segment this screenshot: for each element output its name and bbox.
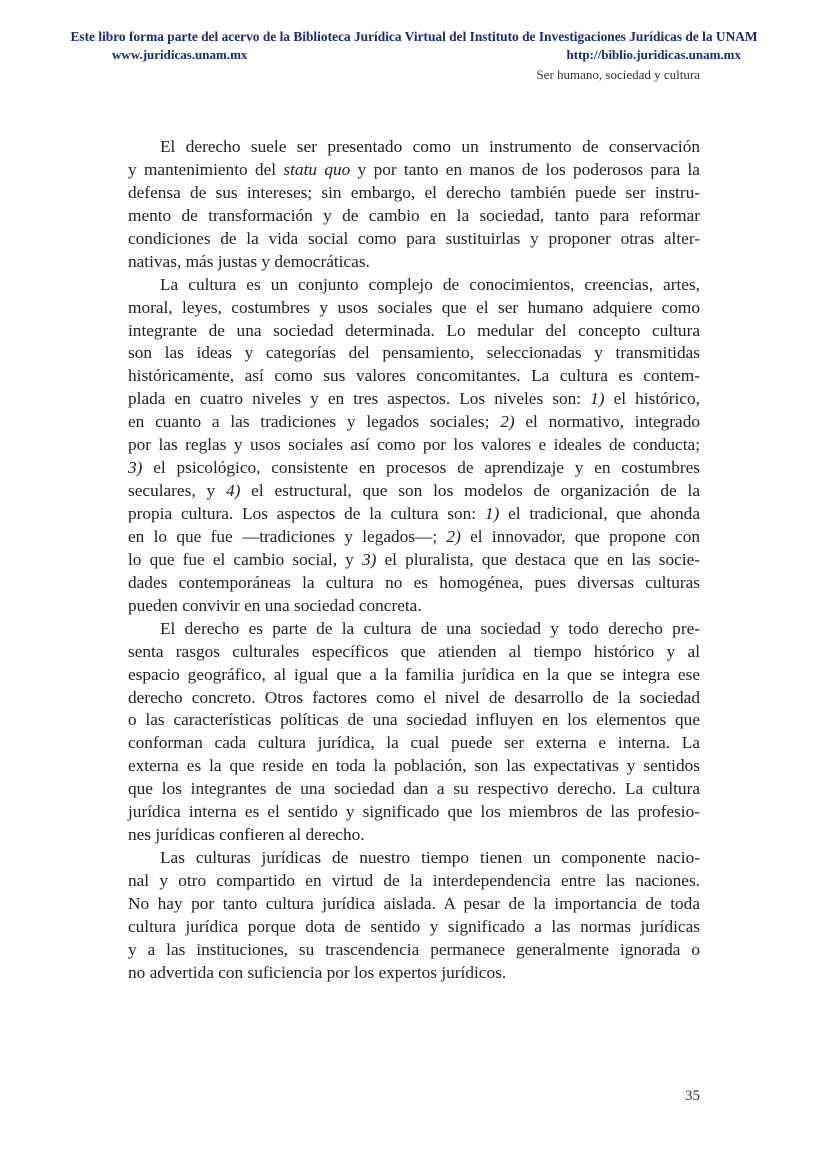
text-segment: que los integrantes de una sociedad dan a su respectivo derecho. La cultura bbox=[128, 779, 700, 799]
paragraph bbox=[128, 618, 700, 847]
text-segment: el tradicional, que ahonda bbox=[499, 504, 700, 523]
text-line bbox=[128, 893, 700, 916]
text-segment: el normativo, integrado bbox=[514, 412, 700, 432]
text-line bbox=[128, 182, 700, 205]
text-line bbox=[128, 801, 700, 824]
text-segment: defensa de sus intereses; sin embargo, el derecho también puede ser instru- bbox=[128, 182, 700, 202]
text-segment: dades contemporáneas la cultura no es homogénea, pues diversas culturas bbox=[128, 572, 700, 592]
text-segment: pueden convivir en una sociedad concreta. bbox=[128, 595, 422, 615]
text-line bbox=[128, 916, 700, 939]
running-title: Ser humano, sociedad y cultura bbox=[536, 67, 700, 82]
text-line bbox=[128, 159, 700, 182]
text-line bbox=[128, 847, 700, 870]
italic-text: 1) bbox=[590, 389, 605, 409]
text-line bbox=[128, 297, 700, 320]
italic-text: 2) bbox=[446, 526, 461, 546]
text-segment: plada en cuatro niveles y en tres aspectos. Los niveles son: bbox=[128, 389, 591, 409]
text-line bbox=[128, 778, 700, 801]
text-line bbox=[128, 365, 700, 388]
text-segment: y mantenimiento del bbox=[128, 159, 284, 179]
text-line bbox=[128, 549, 700, 572]
text-line bbox=[128, 732, 700, 755]
text-segment: mento de transformación y de cambio en la sociedad, tanto para reformar bbox=[128, 205, 700, 225]
text-line bbox=[128, 572, 700, 595]
text-line bbox=[128, 342, 700, 365]
italic-text: 2) bbox=[500, 412, 515, 432]
text-segment: nes jurídicas confieren al derecho. bbox=[128, 825, 365, 845]
text-segment: condiciones de la vida social como para sustituirlas y proponer otras alter- bbox=[128, 228, 700, 248]
text-segment: senta rasgos culturales específicos que atienden al tiempo histórico y al bbox=[128, 641, 700, 661]
text-segment: no advertida con suficiencia por los expertos jurídicos. bbox=[128, 962, 507, 982]
text-segment: externa es la que reside en toda la población, son las expectativas y sentidos bbox=[128, 756, 700, 776]
text-segment: son las ideas y categorías del pensamiento, seleccionadas y transmitidas bbox=[128, 343, 700, 363]
text-line bbox=[128, 228, 700, 251]
italic-text: 1) bbox=[484, 504, 500, 523]
text-line bbox=[128, 687, 700, 710]
italic-text: statu quo bbox=[283, 159, 351, 179]
text-segment: jurídica interna es el sentido y significado que los miembros de las profesio- bbox=[128, 802, 700, 822]
text-line bbox=[128, 824, 700, 847]
text-line bbox=[128, 274, 700, 297]
text-line bbox=[128, 320, 700, 343]
text-segment: integrante de una sociedad determinada. Lo medular del concepto cultura bbox=[128, 320, 700, 340]
text-segment: La cultura es un conjunto complejo de conocimientos, creencias, artes, bbox=[160, 274, 700, 294]
text-line bbox=[128, 251, 700, 274]
text-line bbox=[128, 755, 700, 778]
italic-text: 3) bbox=[361, 549, 377, 569]
text-segment: El derecho es parte de la cultura de una sociedad y todo derecho pre- bbox=[160, 618, 700, 638]
text-line bbox=[128, 434, 700, 457]
text-segment: el estructural, que son los modelos de organización de la bbox=[240, 481, 700, 501]
text-segment: por las reglas y usos sociales así como por los valores e ideales de conducta; bbox=[128, 435, 700, 455]
text-line bbox=[128, 526, 700, 549]
paragraph bbox=[128, 847, 700, 985]
text-line bbox=[128, 962, 700, 985]
page-number: 35 bbox=[685, 1088, 700, 1104]
text-segment: históricamente, así como sus valores concomitantes. La cultura es contem- bbox=[128, 366, 700, 386]
text-segment: No hay por tanto cultura jurídica aislada. A pesar de la importancia de toda bbox=[128, 893, 700, 913]
site-link-left[interactable]: www.juridicas.unam.mx bbox=[112, 47, 248, 62]
text-segment: en cuanto a las tradiciones y legados sociales; bbox=[128, 412, 501, 432]
text-line bbox=[128, 457, 700, 480]
text-segment: espacio geográfico, al igual que a la familia jurídica en la que se integra ese bbox=[128, 664, 700, 684]
body-text bbox=[128, 136, 700, 985]
text-line bbox=[128, 136, 700, 159]
text-segment: cultura jurídica porque dota de sentido y significado a las normas jurídicas bbox=[128, 916, 700, 936]
text-line bbox=[128, 939, 700, 962]
paragraph bbox=[128, 136, 700, 274]
text-segment: el pluralista, que destaca que en las socie- bbox=[376, 549, 700, 569]
text-segment: y a las instituciones, su trascendencia permanece generalmente ignorada o bbox=[128, 939, 700, 959]
text-line bbox=[128, 480, 700, 503]
italic-text: 4) bbox=[225, 481, 241, 501]
text-segment: conforman cada cultura jurídica, la cual puede ser externa e interna. La bbox=[128, 733, 700, 753]
text-segment: El derecho suele ser presentado como un instrumento de conservación bbox=[160, 137, 700, 156]
text-segment: derecho concreto. Otros factores como el nivel de desarrollo de la sociedad bbox=[128, 687, 700, 707]
text-segment: el innovador, que propone con bbox=[460, 526, 700, 546]
text-line bbox=[128, 388, 700, 411]
text-line bbox=[128, 618, 700, 641]
text-segment: en lo que fue —tradiciones y legados—; bbox=[128, 526, 447, 546]
text-segment: y por tanto en manos de los poderosos para la bbox=[350, 159, 700, 179]
text-segment: el histórico, bbox=[604, 389, 700, 409]
paragraph bbox=[128, 274, 700, 618]
text-line bbox=[128, 641, 700, 664]
repository-notice: Este libro forma parte del acervo de la Biblioteca Jurídica Virtual del Instituto de Investigaciones Jurídicas de la UNAM bbox=[70, 29, 758, 44]
text-line bbox=[128, 503, 700, 526]
text-line bbox=[128, 709, 700, 732]
text-segment: o las características políticas de una sociedad influyen en los elementos que bbox=[128, 710, 700, 730]
text-segment: propia cultura. Los aspectos de la cultura son: bbox=[128, 504, 485, 523]
text-line bbox=[128, 664, 700, 687]
text-segment: nal y otro compartido en virtud de la interdependencia entre las naciones. bbox=[128, 871, 700, 890]
text-segment: lo que fue el cambio social, y bbox=[128, 549, 362, 569]
text-segment: seculares, y bbox=[128, 481, 226, 501]
text-line bbox=[128, 411, 700, 434]
text-line bbox=[128, 595, 700, 618]
text-segment: Las culturas jurídicas de nuestro tiempo tienen un componente nacio- bbox=[160, 848, 700, 868]
text-line bbox=[128, 205, 700, 228]
italic-text: 3) bbox=[128, 458, 143, 478]
text-segment: moral, leyes, costumbres y usos sociales que el ser humano adquiere como bbox=[128, 297, 700, 317]
site-link-right[interactable]: http://biblio.juridicas.unam.mx bbox=[566, 47, 741, 62]
text-segment: nativas, más justas y democráticas. bbox=[128, 251, 370, 271]
text-line bbox=[128, 870, 700, 893]
text-segment: el psicológico, consistente en procesos de aprendizaje y en costumbres bbox=[142, 458, 700, 478]
